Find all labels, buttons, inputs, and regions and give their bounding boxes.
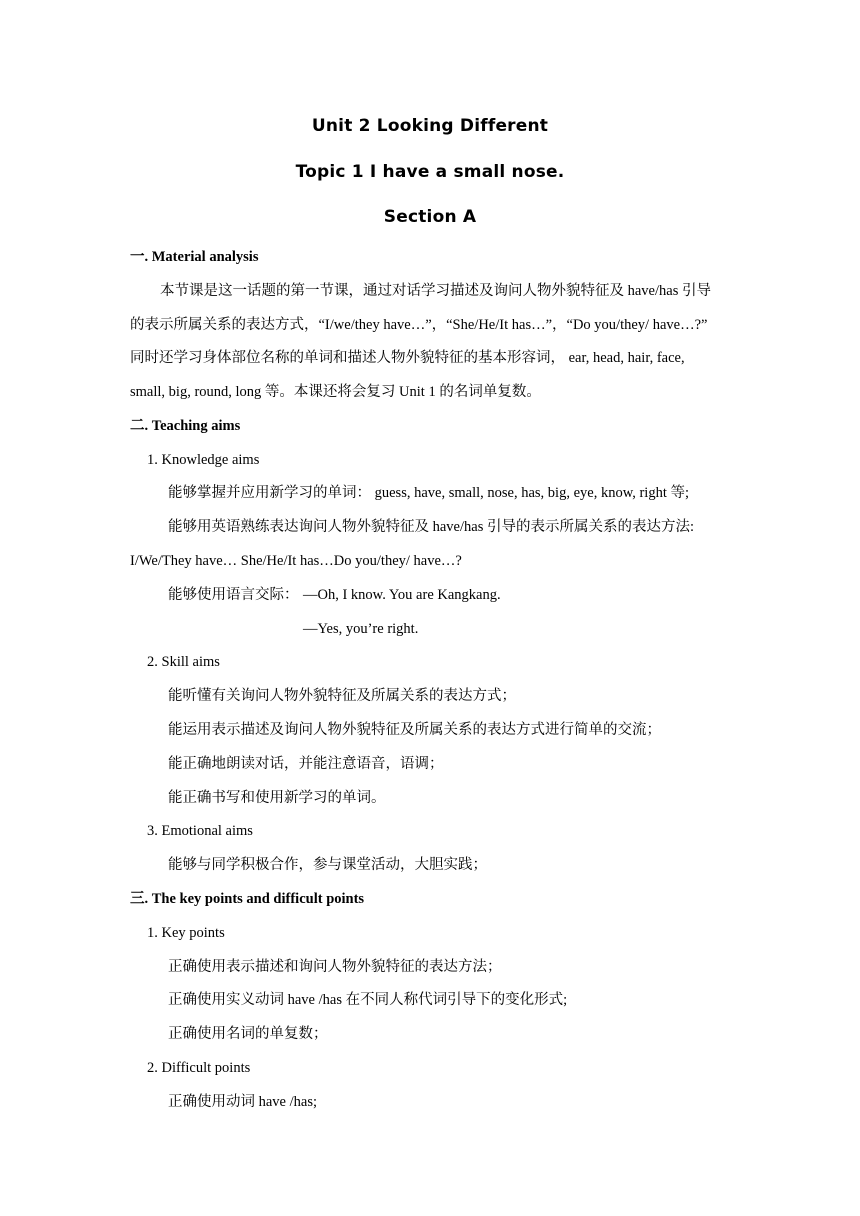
unit-title: Unit 2 Looking Different [311, 116, 549, 136]
material-analysis-heading: 一. Material analysis [130, 249, 259, 265]
topic-title: Topic 1 I have a small nose. [295, 162, 565, 182]
teaching-aims-heading: 二. Teaching aims [130, 418, 241, 434]
difficult-points-label: 2. Difficult points [147, 1060, 251, 1076]
emotional-aims-line: 能够与同学积极合作，参与课堂活动，大胆实践； [168, 857, 487, 873]
section-title: Section A [383, 207, 477, 227]
key-points-line: 正确使用名词的单复数； [168, 1026, 328, 1042]
skill-aims-line: 能正确地朗读对话，并能注意语音，语调； [168, 756, 444, 772]
difficult-points-line: 正确使用动词 have /has; [168, 1094, 318, 1110]
knowledge-aims-dialogue-prefix: 能够使用语言交际： [168, 587, 299, 603]
knowledge-aims-dialogue-line: —Oh, I know. You are Kangkang. [303, 587, 501, 603]
skill-aims-line: 能正确书写和使用新学习的单词。 [168, 790, 386, 806]
skill-aims-line: 能运用表示描述及询问人物外貌特征及所属关系的表达方式进行简单的交流； [168, 722, 661, 738]
key-points-line: 正确使用实义动词 have /has 在不同人称代词引导下的变化形式; [168, 992, 568, 1008]
skill-aims-line: 能听懂有关询问人物外貌特征及所属关系的表达方式； [168, 688, 516, 704]
material-line: 的表示所属关系的表达方式，“I/we/they have…”，“She/He/It has…”，“Do you/they/ have…?” [130, 317, 708, 333]
knowledge-aims-line: 能够掌握并应用新学习的单词： guess, have, small, nose, has, big, eye, know, right 等; [168, 485, 690, 501]
material-line: 本节课是这一话题的第一节课，通过对话学习描述及询问人物外貌特征及 have/has 引导 [160, 283, 711, 299]
material-line: small, big, round, long 等。本课还将会复习 Unit 1 的名词单复数。 [130, 384, 541, 400]
skill-aims-label: 2. Skill aims [147, 654, 220, 670]
knowledge-aims-line: 能够用英语熟练表达询问人物外貌特征及 have/has 引导的表示所属关系的表达方法: [168, 519, 695, 535]
key-points-label: 1. Key points [147, 925, 225, 941]
knowledge-aims-line: I/We/They have… She/He/It has…Do you/they/ have…? [130, 553, 462, 569]
key-points-line: 正确使用表示描述和询问人物外貌特征的表达方法； [168, 959, 502, 975]
key-points-heading: 三. The key points and difficult points [130, 891, 365, 907]
material-line: 同时还学习身体部位名称的单词和描述人物外貌特征的基本形容词， ear, head, hair, face, [130, 350, 685, 366]
knowledge-aims-dialogue-line: —Yes, you’re right. [303, 621, 419, 637]
emotional-aims-label: 3. Emotional aims [147, 823, 253, 839]
knowledge-aims-label: 1. Knowledge aims [147, 452, 260, 468]
